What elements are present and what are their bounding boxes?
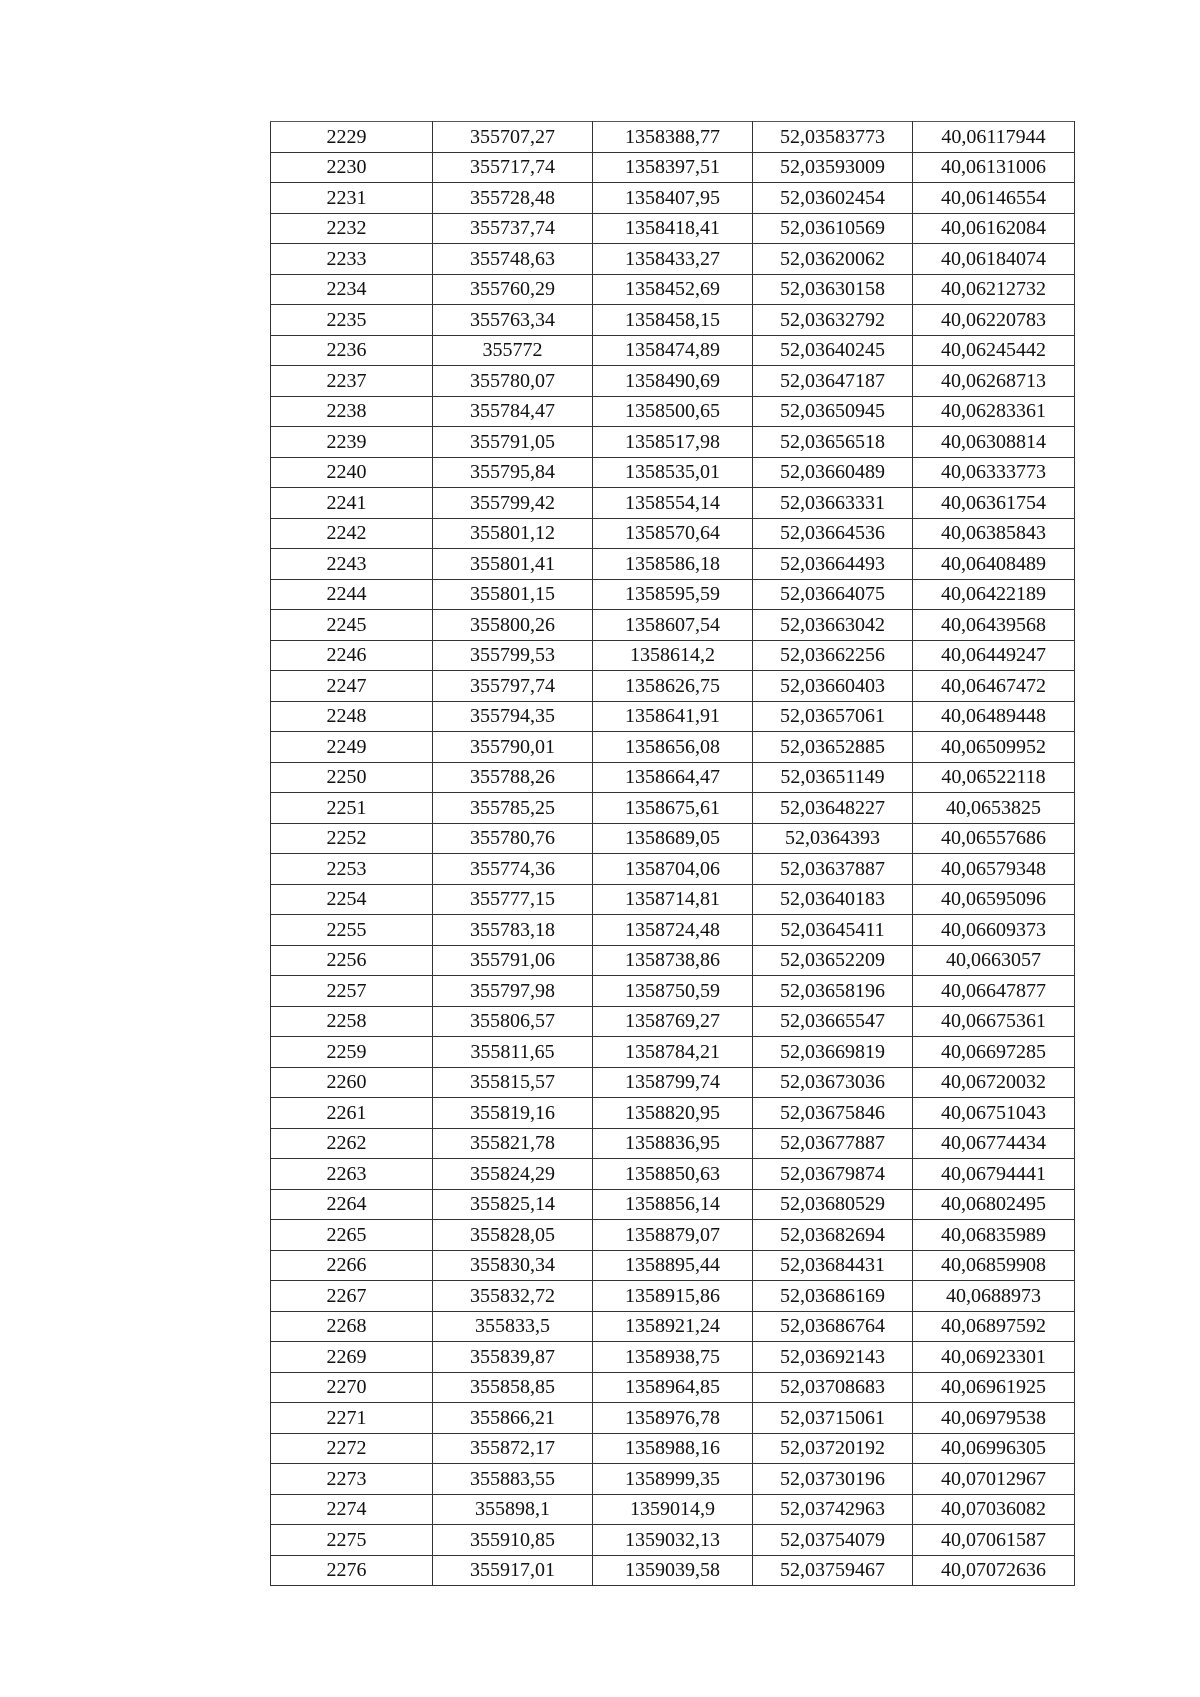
table-row: [271, 671, 1075, 702]
longitude-cell: 40,06308814: [913, 427, 1075, 458]
x-coordinate-cell: 355748,63: [433, 244, 593, 275]
table-row: [271, 976, 1075, 1007]
x-coordinate-cell: 355839,87: [433, 1342, 593, 1373]
table-row: [271, 549, 1075, 580]
latitude-cell: 52,03652209: [753, 945, 913, 976]
longitude-cell: 40,07072636: [913, 1555, 1075, 1586]
longitude-cell: 40,06146554: [913, 183, 1075, 214]
y-coordinate-cell: 1358586,18: [593, 549, 753, 580]
x-coordinate-cell: 355797,98: [433, 976, 593, 1007]
x-coordinate-cell: 355783,18: [433, 915, 593, 946]
table-row: [271, 610, 1075, 641]
longitude-cell: 40,06283361: [913, 396, 1075, 427]
longitude-cell: 40,06117944: [913, 122, 1075, 153]
table-row: [271, 579, 1075, 610]
x-coordinate-cell: 355821,78: [433, 1128, 593, 1159]
latitude-cell: 52,03630158: [753, 274, 913, 305]
x-coordinate-cell: 355801,15: [433, 579, 593, 610]
table-row: [271, 1342, 1075, 1373]
longitude-cell: 40,06794441: [913, 1159, 1075, 1190]
longitude-cell: 40,06996305: [913, 1433, 1075, 1464]
point-number-cell: 2276: [271, 1555, 433, 1586]
y-coordinate-cell: 1358714,81: [593, 884, 753, 915]
latitude-cell: 52,03663042: [753, 610, 913, 641]
table-row: [271, 1281, 1075, 1312]
table-row: [271, 1220, 1075, 1251]
longitude-cell: 40,07012967: [913, 1464, 1075, 1495]
longitude-cell: 40,06385843: [913, 518, 1075, 549]
y-coordinate-cell: 1358769,27: [593, 1006, 753, 1037]
x-coordinate-cell: 355830,34: [433, 1250, 593, 1281]
latitude-cell: 52,03686169: [753, 1281, 913, 1312]
table-row: [271, 183, 1075, 214]
table-row: [271, 244, 1075, 275]
x-coordinate-cell: 355785,25: [433, 793, 593, 824]
y-coordinate-cell: 1358595,59: [593, 579, 753, 610]
y-coordinate-cell: 1358915,86: [593, 1281, 753, 1312]
latitude-cell: 52,03730196: [753, 1464, 913, 1495]
x-coordinate-cell: 355737,74: [433, 213, 593, 244]
longitude-cell: 40,06579348: [913, 854, 1075, 885]
table-row: [271, 1067, 1075, 1098]
latitude-cell: 52,03583773: [753, 122, 913, 153]
x-coordinate-cell: 355858,85: [433, 1372, 593, 1403]
longitude-cell: 40,0688973: [913, 1281, 1075, 1312]
coordinates-table: [270, 121, 1075, 1586]
latitude-cell: 52,03684431: [753, 1250, 913, 1281]
y-coordinate-cell: 1358607,54: [593, 610, 753, 641]
table-row: [271, 122, 1075, 153]
point-number-cell: 2252: [271, 823, 433, 854]
y-coordinate-cell: 1358656,08: [593, 732, 753, 763]
y-coordinate-cell: 1358664,47: [593, 762, 753, 793]
table-row: [271, 488, 1075, 519]
table-row: [271, 1037, 1075, 1068]
latitude-cell: 52,03675846: [753, 1098, 913, 1129]
x-coordinate-cell: 355795,84: [433, 457, 593, 488]
table-row: [271, 732, 1075, 763]
x-coordinate-cell: 355777,15: [433, 884, 593, 915]
point-number-cell: 2266: [271, 1250, 433, 1281]
x-coordinate-cell: 355784,47: [433, 396, 593, 427]
x-coordinate-cell: 355832,72: [433, 1281, 593, 1312]
point-number-cell: 2270: [271, 1372, 433, 1403]
latitude-cell: 52,03648227: [753, 793, 913, 824]
longitude-cell: 40,06212732: [913, 274, 1075, 305]
y-coordinate-cell: 1358895,44: [593, 1250, 753, 1281]
latitude-cell: 52,03620062: [753, 244, 913, 275]
point-number-cell: 2238: [271, 396, 433, 427]
table-row: [271, 1189, 1075, 1220]
table-row: [271, 854, 1075, 885]
longitude-cell: 40,06675361: [913, 1006, 1075, 1037]
latitude-cell: 52,03663331: [753, 488, 913, 519]
point-number-cell: 2250: [271, 762, 433, 793]
latitude-cell: 52,03656518: [753, 427, 913, 458]
y-coordinate-cell: 1358418,41: [593, 213, 753, 244]
latitude-cell: 52,03640245: [753, 335, 913, 366]
longitude-cell: 40,06557686: [913, 823, 1075, 854]
longitude-cell: 40,06961925: [913, 1372, 1075, 1403]
longitude-cell: 40,06774434: [913, 1128, 1075, 1159]
y-coordinate-cell: 1358850,63: [593, 1159, 753, 1190]
x-coordinate-cell: 355774,36: [433, 854, 593, 885]
point-number-cell: 2274: [271, 1494, 433, 1525]
y-coordinate-cell: 1358784,21: [593, 1037, 753, 1068]
x-coordinate-cell: 355801,41: [433, 549, 593, 580]
latitude-cell: 52,03645411: [753, 915, 913, 946]
point-number-cell: 2241: [271, 488, 433, 519]
x-coordinate-cell: 355815,57: [433, 1067, 593, 1098]
y-coordinate-cell: 1358799,74: [593, 1067, 753, 1098]
longitude-cell: 40,06408489: [913, 549, 1075, 580]
latitude-cell: 52,03677887: [753, 1128, 913, 1159]
x-coordinate-cell: 355790,01: [433, 732, 593, 763]
x-coordinate-cell: 355800,26: [433, 610, 593, 641]
latitude-cell: 52,03686764: [753, 1311, 913, 1342]
x-coordinate-cell: 355728,48: [433, 183, 593, 214]
y-coordinate-cell: 1358689,05: [593, 823, 753, 854]
y-coordinate-cell: 1358724,48: [593, 915, 753, 946]
table-row: [271, 1128, 1075, 1159]
point-number-cell: 2262: [271, 1128, 433, 1159]
point-number-cell: 2272: [271, 1433, 433, 1464]
x-coordinate-cell: 355788,26: [433, 762, 593, 793]
longitude-cell: 40,06835989: [913, 1220, 1075, 1251]
y-coordinate-cell: 1359039,58: [593, 1555, 753, 1586]
point-number-cell: 2263: [271, 1159, 433, 1190]
longitude-cell: 40,07061587: [913, 1525, 1075, 1556]
y-coordinate-cell: 1358388,77: [593, 122, 753, 153]
y-coordinate-cell: 1359032,13: [593, 1525, 753, 1556]
point-number-cell: 2255: [271, 915, 433, 946]
latitude-cell: 52,03665547: [753, 1006, 913, 1037]
longitude-cell: 40,06245442: [913, 335, 1075, 366]
longitude-cell: 40,06697285: [913, 1037, 1075, 1068]
point-number-cell: 2254: [271, 884, 433, 915]
point-number-cell: 2259: [271, 1037, 433, 1068]
point-number-cell: 2235: [271, 305, 433, 336]
table-row: [271, 1433, 1075, 1464]
longitude-cell: 40,0653825: [913, 793, 1075, 824]
point-number-cell: 2258: [271, 1006, 433, 1037]
x-coordinate-cell: 355825,14: [433, 1189, 593, 1220]
latitude-cell: 52,03657061: [753, 701, 913, 732]
longitude-cell: 40,06449247: [913, 640, 1075, 671]
y-coordinate-cell: 1358554,14: [593, 488, 753, 519]
y-coordinate-cell: 1358750,59: [593, 976, 753, 1007]
x-coordinate-cell: 355791,05: [433, 427, 593, 458]
point-number-cell: 2261: [271, 1098, 433, 1129]
y-coordinate-cell: 1358626,75: [593, 671, 753, 702]
table-row: [271, 1403, 1075, 1434]
x-coordinate-cell: 355811,65: [433, 1037, 593, 1068]
longitude-cell: 40,06422189: [913, 579, 1075, 610]
y-coordinate-cell: 1358879,07: [593, 1220, 753, 1251]
y-coordinate-cell: 1358836,95: [593, 1128, 753, 1159]
x-coordinate-cell: 355780,07: [433, 366, 593, 397]
y-coordinate-cell: 1358570,64: [593, 518, 753, 549]
longitude-cell: 40,06609373: [913, 915, 1075, 946]
x-coordinate-cell: 355772: [433, 335, 593, 366]
y-coordinate-cell: 1359014,9: [593, 1494, 753, 1525]
latitude-cell: 52,03640183: [753, 884, 913, 915]
x-coordinate-cell: 355763,34: [433, 305, 593, 336]
latitude-cell: 52,03610569: [753, 213, 913, 244]
point-number-cell: 2249: [271, 732, 433, 763]
latitude-cell: 52,03664536: [753, 518, 913, 549]
y-coordinate-cell: 1358738,86: [593, 945, 753, 976]
latitude-cell: 52,03652885: [753, 732, 913, 763]
table-row: [271, 823, 1075, 854]
y-coordinate-cell: 1358535,01: [593, 457, 753, 488]
coordinates-table-body: [271, 122, 1075, 1586]
latitude-cell: 52,03593009: [753, 152, 913, 183]
y-coordinate-cell: 1358397,51: [593, 152, 753, 183]
longitude-cell: 40,06489448: [913, 701, 1075, 732]
latitude-cell: 52,03637887: [753, 854, 913, 885]
x-coordinate-cell: 355833,5: [433, 1311, 593, 1342]
y-coordinate-cell: 1358921,24: [593, 1311, 753, 1342]
latitude-cell: 52,03720192: [753, 1433, 913, 1464]
point-number-cell: 2246: [271, 640, 433, 671]
point-number-cell: 2253: [271, 854, 433, 885]
point-number-cell: 2248: [271, 701, 433, 732]
point-number-cell: 2273: [271, 1464, 433, 1495]
point-number-cell: 2260: [271, 1067, 433, 1098]
y-coordinate-cell: 1358458,15: [593, 305, 753, 336]
x-coordinate-cell: 355799,42: [433, 488, 593, 519]
table-row: [271, 457, 1075, 488]
point-number-cell: 2256: [271, 945, 433, 976]
latitude-cell: 52,03742963: [753, 1494, 913, 1525]
y-coordinate-cell: 1358999,35: [593, 1464, 753, 1495]
x-coordinate-cell: 355917,01: [433, 1555, 593, 1586]
y-coordinate-cell: 1358938,75: [593, 1342, 753, 1373]
latitude-cell: 52,03708683: [753, 1372, 913, 1403]
longitude-cell: 40,06923301: [913, 1342, 1075, 1373]
x-coordinate-cell: 355760,29: [433, 274, 593, 305]
x-coordinate-cell: 355797,74: [433, 671, 593, 702]
point-number-cell: 2236: [271, 335, 433, 366]
y-coordinate-cell: 1358856,14: [593, 1189, 753, 1220]
latitude-cell: 52,03602454: [753, 183, 913, 214]
x-coordinate-cell: 355799,53: [433, 640, 593, 671]
point-number-cell: 2257: [271, 976, 433, 1007]
latitude-cell: 52,03660489: [753, 457, 913, 488]
longitude-cell: 40,06647877: [913, 976, 1075, 1007]
point-number-cell: 2240: [271, 457, 433, 488]
y-coordinate-cell: 1358964,85: [593, 1372, 753, 1403]
latitude-cell: 52,03664075: [753, 579, 913, 610]
x-coordinate-cell: 355801,12: [433, 518, 593, 549]
longitude-cell: 40,06720032: [913, 1067, 1075, 1098]
y-coordinate-cell: 1358988,16: [593, 1433, 753, 1464]
point-number-cell: 2243: [271, 549, 433, 580]
table-row: [271, 427, 1075, 458]
longitude-cell: 40,06467472: [913, 671, 1075, 702]
table-row: [271, 884, 1075, 915]
table-row: [271, 1494, 1075, 1525]
table-row: [271, 701, 1075, 732]
longitude-cell: 40,06522118: [913, 762, 1075, 793]
x-coordinate-cell: 355806,57: [433, 1006, 593, 1037]
latitude-cell: 52,03680529: [753, 1189, 913, 1220]
point-number-cell: 2231: [271, 183, 433, 214]
latitude-cell: 52,03673036: [753, 1067, 913, 1098]
table-row: [271, 335, 1075, 366]
table-row: [271, 1098, 1075, 1129]
latitude-cell: 52,03682694: [753, 1220, 913, 1251]
x-coordinate-cell: 355794,35: [433, 701, 593, 732]
point-number-cell: 2245: [271, 610, 433, 641]
latitude-cell: 52,03658196: [753, 976, 913, 1007]
longitude-cell: 40,06361754: [913, 488, 1075, 519]
x-coordinate-cell: 355819,16: [433, 1098, 593, 1129]
x-coordinate-cell: 355717,74: [433, 152, 593, 183]
table-row: [271, 366, 1075, 397]
point-number-cell: 2234: [271, 274, 433, 305]
latitude-cell: 52,03651149: [753, 762, 913, 793]
latitude-cell: 52,03692143: [753, 1342, 913, 1373]
point-number-cell: 2239: [271, 427, 433, 458]
longitude-cell: 40,06131006: [913, 152, 1075, 183]
longitude-cell: 40,0663057: [913, 945, 1075, 976]
table-row: [271, 213, 1075, 244]
point-number-cell: 2275: [271, 1525, 433, 1556]
table-row: [271, 1006, 1075, 1037]
latitude-cell: 52,03664493: [753, 549, 913, 580]
longitude-cell: 40,06595096: [913, 884, 1075, 915]
longitude-cell: 40,06220783: [913, 305, 1075, 336]
longitude-cell: 40,06979538: [913, 1403, 1075, 1434]
table-row: [271, 1555, 1075, 1586]
longitude-cell: 40,06162084: [913, 213, 1075, 244]
longitude-cell: 40,07036082: [913, 1494, 1075, 1525]
y-coordinate-cell: 1358490,69: [593, 366, 753, 397]
longitude-cell: 40,06802495: [913, 1189, 1075, 1220]
y-coordinate-cell: 1358976,78: [593, 1403, 753, 1434]
latitude-cell: 52,03679874: [753, 1159, 913, 1190]
y-coordinate-cell: 1358517,98: [593, 427, 753, 458]
table-row: [271, 1311, 1075, 1342]
latitude-cell: 52,0364393: [753, 823, 913, 854]
latitude-cell: 52,03715061: [753, 1403, 913, 1434]
y-coordinate-cell: 1358675,61: [593, 793, 753, 824]
y-coordinate-cell: 1358614,2: [593, 640, 753, 671]
y-coordinate-cell: 1358641,91: [593, 701, 753, 732]
x-coordinate-cell: 355898,1: [433, 1494, 593, 1525]
longitude-cell: 40,06268713: [913, 366, 1075, 397]
table-row: [271, 915, 1075, 946]
point-number-cell: 2264: [271, 1189, 433, 1220]
point-number-cell: 2242: [271, 518, 433, 549]
y-coordinate-cell: 1358407,95: [593, 183, 753, 214]
point-number-cell: 2229: [271, 122, 433, 153]
longitude-cell: 40,06439568: [913, 610, 1075, 641]
point-number-cell: 2244: [271, 579, 433, 610]
table-row: [271, 1372, 1075, 1403]
x-coordinate-cell: 355866,21: [433, 1403, 593, 1434]
latitude-cell: 52,03650945: [753, 396, 913, 427]
point-number-cell: 2268: [271, 1311, 433, 1342]
point-number-cell: 2232: [271, 213, 433, 244]
table-row: [271, 152, 1075, 183]
latitude-cell: 52,03660403: [753, 671, 913, 702]
longitude-cell: 40,06333773: [913, 457, 1075, 488]
y-coordinate-cell: 1358433,27: [593, 244, 753, 275]
point-number-cell: 2247: [271, 671, 433, 702]
latitude-cell: 52,03669819: [753, 1037, 913, 1068]
table-row: [271, 640, 1075, 671]
x-coordinate-cell: 355780,76: [433, 823, 593, 854]
y-coordinate-cell: 1358820,95: [593, 1098, 753, 1129]
table-row: [271, 274, 1075, 305]
table-row: [271, 305, 1075, 336]
latitude-cell: 52,03759467: [753, 1555, 913, 1586]
latitude-cell: 52,03647187: [753, 366, 913, 397]
table-row: [271, 1525, 1075, 1556]
longitude-cell: 40,06509952: [913, 732, 1075, 763]
table-row: [271, 1159, 1075, 1190]
point-number-cell: 2271: [271, 1403, 433, 1434]
y-coordinate-cell: 1358500,65: [593, 396, 753, 427]
x-coordinate-cell: 355910,85: [433, 1525, 593, 1556]
table-row: [271, 793, 1075, 824]
latitude-cell: 52,03632792: [753, 305, 913, 336]
x-coordinate-cell: 355883,55: [433, 1464, 593, 1495]
y-coordinate-cell: 1358474,89: [593, 335, 753, 366]
latitude-cell: 52,03662256: [753, 640, 913, 671]
x-coordinate-cell: 355824,29: [433, 1159, 593, 1190]
point-number-cell: 2269: [271, 1342, 433, 1373]
table-row: [271, 1464, 1075, 1495]
longitude-cell: 40,06897592: [913, 1311, 1075, 1342]
longitude-cell: 40,06859908: [913, 1250, 1075, 1281]
point-number-cell: 2237: [271, 366, 433, 397]
x-coordinate-cell: 355828,05: [433, 1220, 593, 1251]
longitude-cell: 40,06751043: [913, 1098, 1075, 1129]
table-row: [271, 762, 1075, 793]
point-number-cell: 2233: [271, 244, 433, 275]
point-number-cell: 2265: [271, 1220, 433, 1251]
table-row: [271, 518, 1075, 549]
y-coordinate-cell: 1358704,06: [593, 854, 753, 885]
x-coordinate-cell: 355791,06: [433, 945, 593, 976]
table-row: [271, 1250, 1075, 1281]
table-row: [271, 396, 1075, 427]
point-number-cell: 2230: [271, 152, 433, 183]
longitude-cell: 40,06184074: [913, 244, 1075, 275]
y-coordinate-cell: 1358452,69: [593, 274, 753, 305]
point-number-cell: 2267: [271, 1281, 433, 1312]
x-coordinate-cell: 355707,27: [433, 122, 593, 153]
x-coordinate-cell: 355872,17: [433, 1433, 593, 1464]
latitude-cell: 52,03754079: [753, 1525, 913, 1556]
table-row: [271, 945, 1075, 976]
point-number-cell: 2251: [271, 793, 433, 824]
